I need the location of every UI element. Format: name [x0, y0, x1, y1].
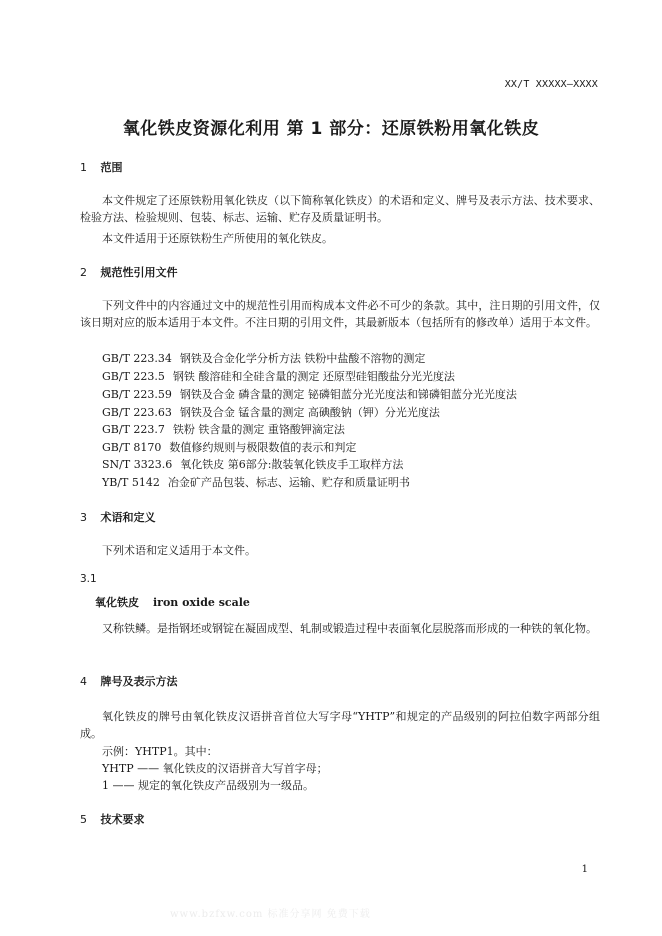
reference-code: GB/T 8170 [102, 441, 162, 454]
subclause-number: 3.1 [80, 573, 97, 585]
reference-item [102, 368, 455, 384]
example-line: 示例：YHTP1。其中： [102, 745, 218, 758]
reference-code: SN/T 3323.6 [102, 458, 173, 471]
section-title: 范围 [100, 161, 123, 174]
reference-code: GB/T 223.7 [102, 423, 165, 436]
section-title: 牌号及表示方法 [100, 675, 178, 688]
document-title: 氧化铁皮资源化利用 第 1 部分：还原铁粉用氧化铁皮 [122, 119, 540, 139]
document-code: XX/T XXXXX—XXXX [504, 79, 598, 90]
section-number: 5 [80, 813, 87, 826]
reference-item [102, 421, 345, 437]
reference-name: 数值修约规则与极限数值的表示和判定 [169, 441, 357, 454]
reference-name: 钢铁及合金 磷含量的测定 铋磷钼蓝分光光度法和锑磷钼蓝分光光度法 [179, 388, 517, 401]
reference-code: GB/T 223.63 [102, 406, 172, 419]
reference-name: 冶金矿产品包装、标志、运输、贮存和质量证明书 [167, 476, 410, 489]
term-english: iron oxide scale [153, 596, 250, 609]
section-2-heading [80, 264, 178, 280]
term-entry [95, 594, 250, 610]
section-number: 2 [80, 266, 87, 279]
reference-item [102, 456, 403, 472]
section-title: 术语和定义 [100, 511, 156, 524]
section-title: 技术要求 [100, 813, 145, 826]
reference-code: YB/T 5142 [102, 476, 160, 489]
reference-item [102, 474, 410, 490]
designation-paragraph: 氧化铁皮的牌号由氧化铁皮汉语拼音首位大写字母“YHTP”和规定的产品级别的阿拉伯数字两部分组成。 [80, 710, 600, 740]
section-title: 规范性引用文件 [100, 266, 178, 279]
reference-code: GB/T 223.5 [102, 370, 165, 383]
reference-name: 铁粉 铁含量的测定 重铬酸钾滴定法 [172, 423, 345, 436]
normative-intro: 下列文件中的内容通过文中的规范性引用而构成本文件必不可少的条款。其中，注日期的引用文件，仅该日期对应的版本适用于本文件。不注日期的引用文件，其最新版本（包括所有的修改单）适用于本文件。 [80, 299, 600, 329]
section-number: 1 [80, 161, 87, 174]
reference-name: 氧化铁皮 第6部分:散装氧化铁皮手工取样方法 [180, 458, 404, 471]
designation-line-yhtp: YHTP —— 氧化铁皮的汉语拼音大写首字母； [102, 762, 328, 775]
reference-name: 钢铁及合金化学分析方法 铁粉中盐酸不溶物的测定 [179, 352, 426, 365]
reference-item [102, 386, 517, 402]
reference-code: GB/T 223.59 [102, 388, 172, 401]
reference-item [102, 404, 440, 420]
page-number: 1 [581, 864, 588, 875]
term-definition: 又称铁鳞。是指钢坯或钢锭在凝固成型、轧制或锻造过程中表面氧化层脱落而形成的一种铁的氧化物。 [102, 622, 597, 635]
designation-line-grade: 1 —— 规定的氧化铁皮产品级别为一级品。 [102, 779, 314, 792]
section-1-heading [80, 159, 123, 175]
terms-intro: 下列术语和定义适用于本文件。 [102, 544, 256, 557]
watermark: www.bzfxw.com 标准分享网 免费下载 [170, 909, 371, 920]
section-number: 4 [80, 675, 87, 688]
section-5-heading [80, 811, 145, 827]
reference-item [102, 439, 356, 455]
section-3-heading [80, 509, 156, 525]
reference-name: 钢铁及合金 锰含量的测定 高碘酸钠（钾）分光光度法 [179, 406, 440, 419]
scope-paragraph: 本文件规定了还原铁粉用氧化铁皮（以下简称氧化铁皮）的术语和定义、牌号及表示方法、技术要求、检验方法、检验规则、包装、标志、运输、贮存及质量证明书。 [80, 194, 600, 224]
reference-code: GB/T 223.34 [102, 352, 172, 365]
reference-item [102, 350, 425, 366]
reference-name: 钢铁 酸溶硅和全硅含量的测定 还原型硅钼酸盐分光光度法 [172, 370, 455, 383]
section-number: 3 [80, 511, 87, 524]
scope-applicability: 本文件适用于还原铁粉生产所使用的氧化铁皮。 [102, 232, 333, 245]
term-chinese: 氧化铁皮 [95, 596, 139, 609]
section-4-heading [80, 673, 178, 689]
